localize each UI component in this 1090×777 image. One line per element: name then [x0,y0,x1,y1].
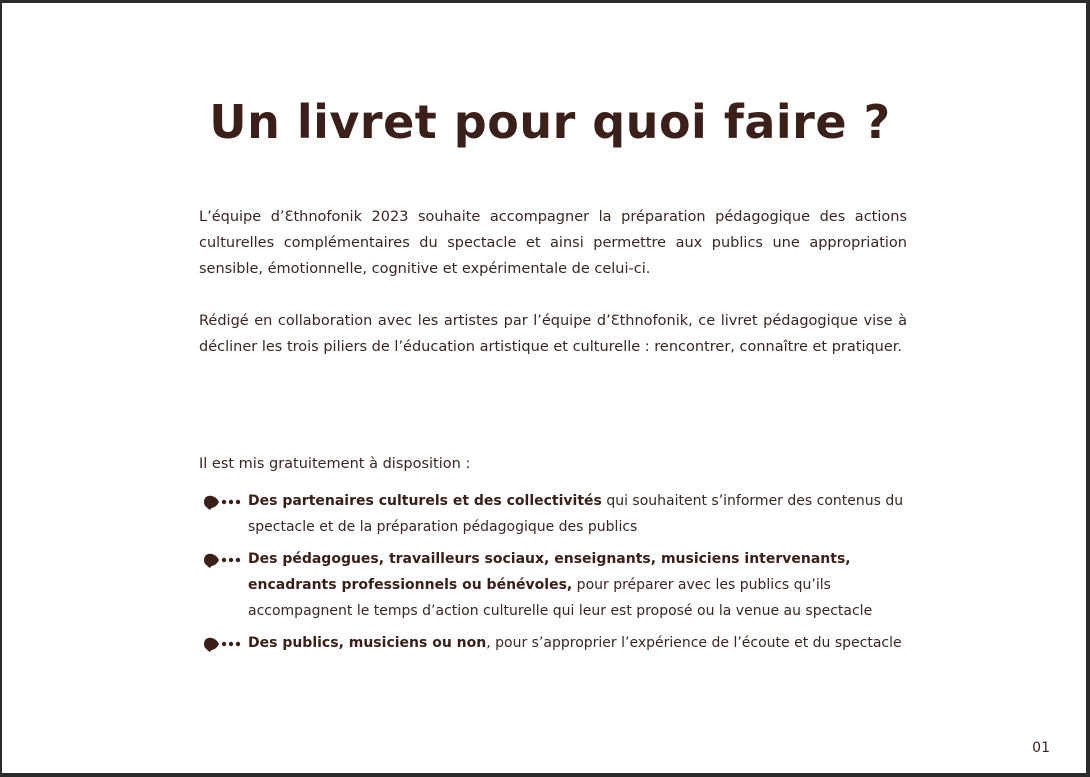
page-number: 01 [1032,740,1050,756]
audience-list [200,488,912,662]
instrument-bullet-icon [202,636,242,652]
list-item [200,630,912,656]
paragraph-2: Rédigé en collaboration avec les artistes par l’équipe d’Ɛthnofonik, ce livret pédagogique vise à décliner les trois piliers de l’éducation artistique et culturelle : rencontrer, connaître et pratiquer. [199,313,907,355]
list-item [200,488,912,540]
page-title: Un livret pour quoi faire ? [209,95,891,149]
list-item-text: pour préparer avec les publics qu’ils accompagnent le temps d’action culturelle qui leur est proposé ou la venue au spectacle [248,577,873,619]
instrument-bullet-icon [202,494,242,510]
availability-intro: Il est mis gratuitement à disposition : [199,456,471,472]
list-item-bold: Des pédagogues, travailleurs sociaux, enseignants, musiciens intervenants, encadrants professionnels ou bénévoles, [248,551,851,593]
list-item-bold: Des partenaires culturels et des collectivités [248,493,602,509]
list-item [200,546,912,624]
list-item-text: , pour s’approprier l’expérience de l’écoute et du spectacle [486,635,902,651]
document-page [2,3,1086,773]
list-item-bold: Des publics, musiciens ou non [248,635,487,651]
instrument-bullet-icon [202,552,242,568]
paragraph-1: L’équipe d’Ɛthnofonik 2023 souhaite accompagner la préparation pédagogique des actions culturelles complémentaires du spectacle et ainsi permettre aux publics une appropriation sensible, émotionnelle, cognitive et expérimentale de celui-ci. [199,209,907,277]
list-item-text: qui souhaitent s’informer des contenus du spectacle et de la préparation pédagogique des publics [248,493,904,535]
